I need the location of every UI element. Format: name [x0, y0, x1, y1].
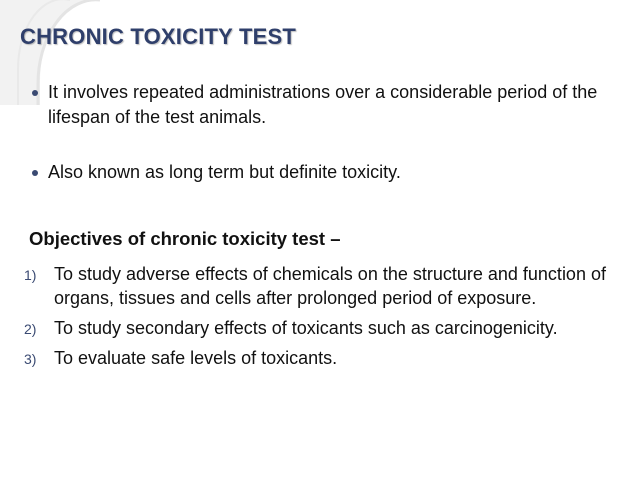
bullet-item — [32, 160, 612, 185]
objective-marker: 3) — [24, 351, 37, 367]
objective-text: To study adverse effects of chemicals on the structure and function of organs, tissues and cells after prolonged period of exposure. — [54, 264, 606, 308]
bullet-list — [32, 80, 612, 185]
bullet-dot-icon — [32, 90, 38, 96]
slide-title: CHRONIC TOXICITY TEST — [20, 24, 296, 49]
objective-text: To study secondary effects of toxicants such as carcinogenicity. — [54, 318, 558, 338]
objectives-heading: Objectives of chronic toxicity test – — [29, 228, 341, 249]
bullet-item — [32, 80, 612, 130]
objective-item — [24, 346, 614, 370]
objectives-list — [24, 262, 614, 370]
objective-marker: 1) — [24, 267, 37, 283]
objective-marker: 2) — [24, 321, 37, 337]
objective-text: To evaluate safe levels of toxicants. — [54, 348, 338, 368]
bullet-dot-icon — [32, 170, 38, 176]
bullet-text: Also known as long term but definite toxicity. — [48, 162, 401, 182]
objective-item — [24, 316, 614, 340]
objective-item — [24, 262, 614, 310]
bullet-text: It involves repeated administrations over a considerable period of the lifespan of the test animals. — [48, 82, 598, 127]
